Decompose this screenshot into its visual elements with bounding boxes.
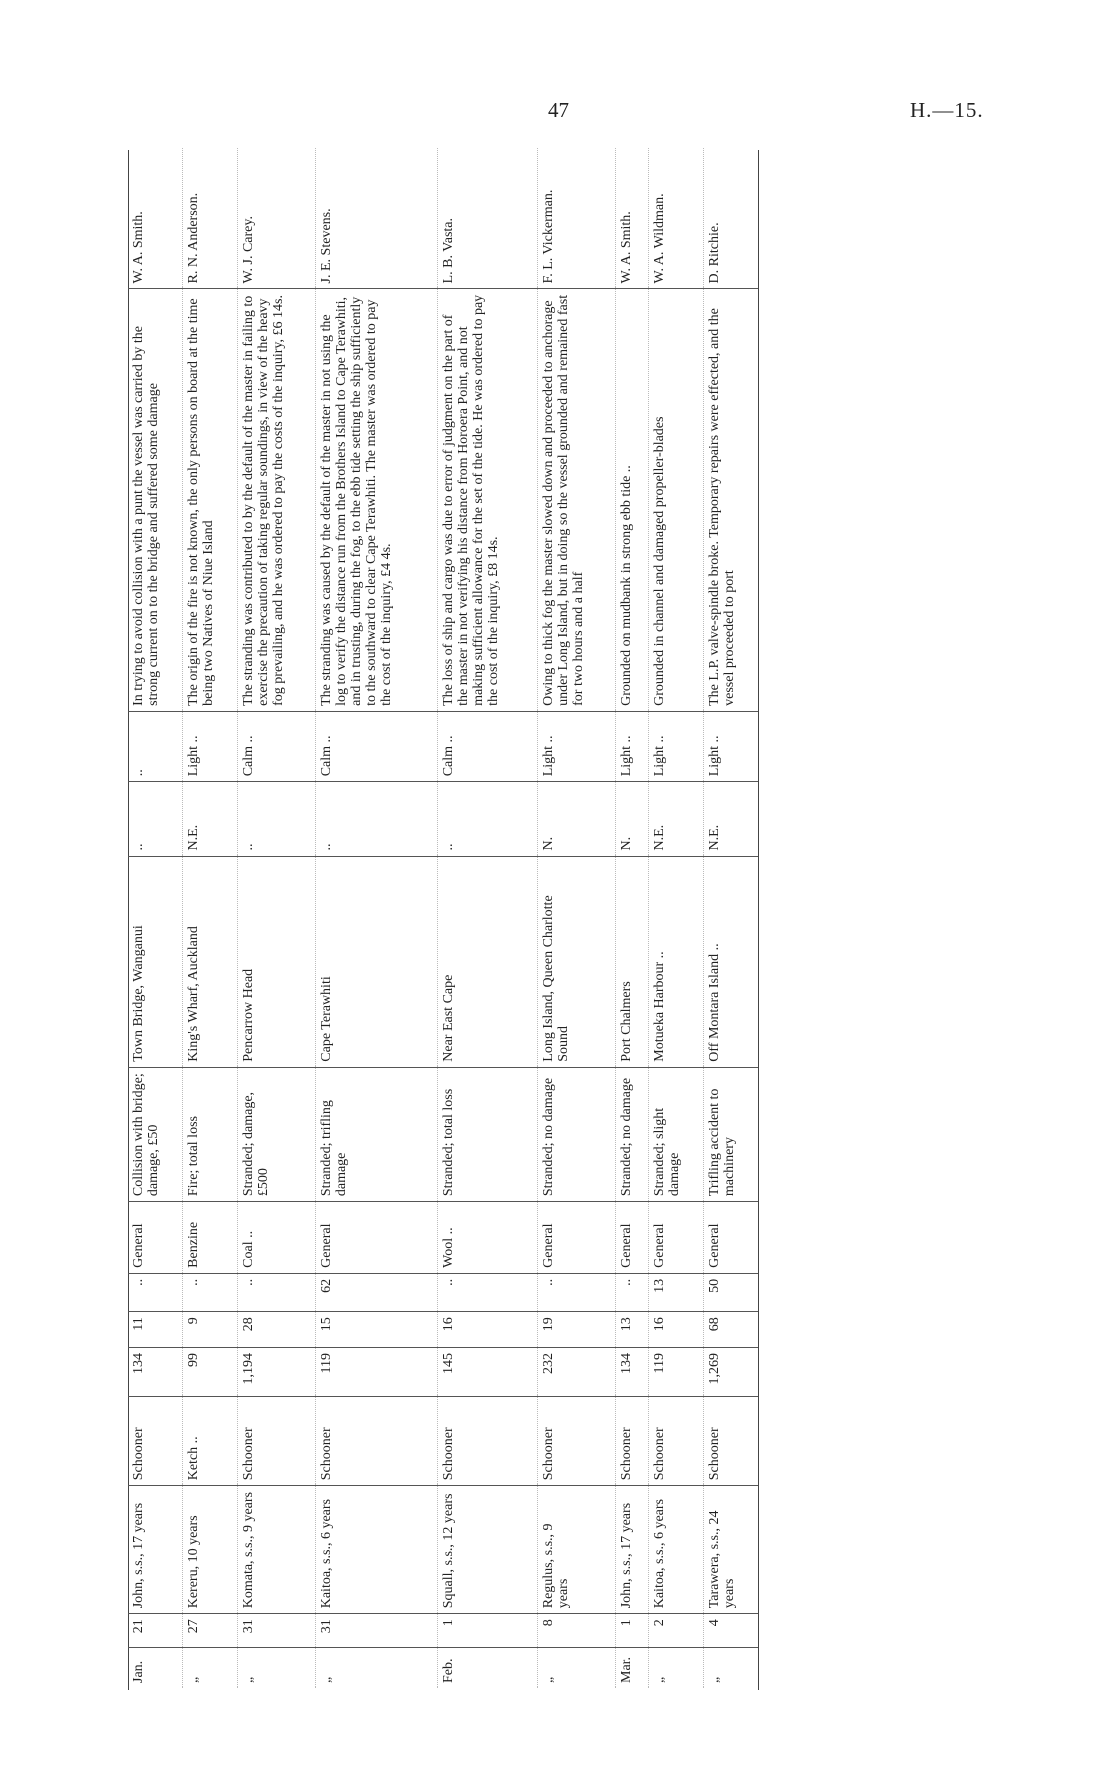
tonnage-cell: 99 <box>182 1348 237 1397</box>
month-cell: „ <box>182 1647 237 1688</box>
wind-cell: N. <box>615 782 648 856</box>
cargo-cell: Coal .. <box>238 1202 316 1274</box>
passengers-cell: .. <box>128 1273 182 1311</box>
crew-cell: 15 <box>315 1312 437 1348</box>
place-cell: Long Island, Queen Charlotte Sound <box>538 856 616 1067</box>
cause-cell: The stranding was caused by the default of the master in not using the log to verify the distance run from the Brothers Island to Cape Terawhiti, and in trusting, during the fog, to the ebb tide setting the ship sufficiently to the southward to clear Cape Terawhiti. The master was ordered to pay the cost of the inquiry, £4 4s. <box>315 289 437 711</box>
rig-cell: Schooner <box>703 1396 758 1486</box>
wind-cell: N. <box>538 782 616 856</box>
place-cell: Town Bridge, Wanganui <box>128 856 182 1067</box>
officer-cell: W. J. Carey. <box>241 216 257 284</box>
month-cell: „ <box>703 1647 758 1688</box>
month-cell: Feb. <box>438 1647 538 1688</box>
force-cell: Calm .. <box>238 711 316 781</box>
officer-cell: J. E. Stevens. <box>318 208 334 284</box>
place-cell: Pencarrow Head <box>238 856 316 1067</box>
vessel-cell: Komata, s.s., 9 years <box>238 1486 316 1614</box>
nature-cell: Stranded; total loss <box>438 1067 538 1201</box>
crew-cell: 11 <box>128 1312 182 1348</box>
cargo-cell: General <box>315 1202 437 1274</box>
force-cell: Light .. <box>538 711 616 781</box>
rig-cell: Schooner <box>128 1396 182 1486</box>
wind-cell: .. <box>315 782 437 856</box>
nature-cell: Collision with bridge; damage, £50 <box>128 1067 182 1201</box>
force-cell: Light .. <box>648 711 703 781</box>
table-row <box>182 148 237 1688</box>
casualty-table-rotated <box>128 148 758 1688</box>
passengers-cell: .. <box>438 1273 538 1311</box>
cargo-cell: General <box>538 1202 616 1274</box>
month-cell: Jan. <box>128 1647 182 1688</box>
table-row <box>615 148 648 1688</box>
force-cell: Light .. <box>703 711 758 781</box>
cargo-cell: Wool .. <box>438 1202 538 1274</box>
month-cell: „ <box>538 1647 616 1688</box>
place-cell: King's Wharf, Auckland <box>182 856 237 1067</box>
page-number: 47 <box>548 98 569 122</box>
crew-cell: 16 <box>438 1312 538 1348</box>
day-cell: 4 <box>703 1614 758 1647</box>
force-cell: Light .. <box>182 711 237 781</box>
vessel-cell: Regulus, s.s., 9 years <box>538 1486 616 1614</box>
month-cell: Mar. <box>615 1647 648 1688</box>
month-cell: „ <box>238 1647 316 1688</box>
crew-cell: 28 <box>238 1312 316 1348</box>
cargo-cell: General <box>703 1202 758 1274</box>
vessel-cell: Kaitoa, s.s., 6 years <box>648 1486 703 1614</box>
table-row <box>315 148 437 1688</box>
cause-cell: The loss of ship and cargo was due to error of judgment on the part of the master in not verifying his distance from Horoera Point, and not making sufficient allowance for the set of the tide. He was ordered to pay the cost of the inquiry, £8 14s. <box>438 289 538 711</box>
passengers-cell: .. <box>538 1273 616 1311</box>
rig-cell: Schooner <box>648 1396 703 1486</box>
passengers-cell: .. <box>182 1273 237 1311</box>
nature-cell: Trifling accident to machinery <box>703 1067 758 1201</box>
vessel-cell: Squall, s.s., 12 years <box>438 1486 538 1614</box>
cargo-cell: Benzine <box>182 1202 237 1274</box>
passengers-cell: 13 <box>648 1273 703 1311</box>
day-cell: 31 <box>238 1614 316 1647</box>
table-row <box>538 148 616 1688</box>
table-row <box>128 148 182 1688</box>
officer-cell: D. Ritchie. <box>706 222 722 284</box>
nature-cell: Stranded; no damage <box>538 1067 616 1201</box>
day-cell: 27 <box>182 1614 237 1647</box>
vessel-cell: Kereru, 10 years <box>182 1486 237 1614</box>
rig-cell: Schooner <box>538 1396 616 1486</box>
crew-cell: 68 <box>703 1312 758 1348</box>
vessel-cell: Kaitoa, s.s., 6 years <box>315 1486 437 1614</box>
cause-cell: The origin of the fire is not known, the only persons on board at the time being two Natives of Niue Island <box>182 289 237 711</box>
day-cell: 21 <box>128 1614 182 1647</box>
vessel-cell: John, s.s., 17 years <box>615 1486 648 1614</box>
crew-cell: 9 <box>182 1312 237 1348</box>
nature-cell: Stranded; trifling damage <box>315 1067 437 1201</box>
cargo-cell: General <box>648 1202 703 1274</box>
tonnage-cell: 145 <box>438 1348 538 1397</box>
day-cell: 1 <box>438 1614 538 1647</box>
place-cell: Port Chalmers <box>615 856 648 1067</box>
day-cell: 1 <box>615 1614 648 1647</box>
officer-cell: L. B. Vasta. <box>441 217 457 284</box>
passengers-cell: .. <box>238 1273 316 1311</box>
force-cell: .. <box>128 711 182 781</box>
vessel-cell: Tarawera, s.s., 24 years <box>703 1486 758 1614</box>
day-cell: 8 <box>538 1614 616 1647</box>
table-row <box>703 148 758 1688</box>
tonnage-cell: 119 <box>315 1348 437 1397</box>
table-row <box>438 148 538 1688</box>
rig-cell: Schooner <box>315 1396 437 1486</box>
wind-cell: N.E. <box>182 782 237 856</box>
day-cell: 2 <box>648 1614 703 1647</box>
officer-cell: W. A. Smith. <box>618 211 634 284</box>
place-cell: Off Montara Island .. <box>703 856 758 1067</box>
table-row <box>238 148 316 1688</box>
wind-cell: N.E. <box>648 782 703 856</box>
tonnage-cell: 134 <box>615 1348 648 1397</box>
nature-cell: Stranded; slight damage <box>648 1067 703 1201</box>
month-cell: „ <box>315 1647 437 1688</box>
force-cell: Light .. <box>615 711 648 781</box>
crew-cell: 19 <box>538 1312 616 1348</box>
cause-cell: The L.P. valve-spindle broke. Temporary repairs were effected, and the vessel proceeded to port <box>703 289 758 711</box>
nature-cell: Stranded; no damage <box>615 1067 648 1201</box>
nature-cell: Fire; total loss <box>182 1067 237 1201</box>
wind-cell: .. <box>438 782 538 856</box>
crew-cell: 13 <box>615 1312 648 1348</box>
passengers-cell: 62 <box>315 1273 437 1311</box>
wind-cell: .. <box>238 782 316 856</box>
tonnage-cell: 1,269 <box>703 1348 758 1397</box>
document-code: H.—15. <box>910 98 984 122</box>
casualty-table <box>128 148 758 1688</box>
force-cell: Calm .. <box>315 711 437 781</box>
vessel-cell: John, s.s., 17 years <box>128 1486 182 1614</box>
passengers-cell: 50 <box>703 1273 758 1311</box>
cause-cell: Grounded on mudbank in strong ebb tide .. <box>615 289 648 711</box>
day-cell: 31 <box>315 1614 437 1647</box>
wind-cell: N.E. <box>703 782 758 856</box>
rig-cell: Schooner <box>615 1396 648 1486</box>
month-cell: „ <box>648 1647 703 1688</box>
rig-cell: Schooner <box>238 1396 316 1486</box>
cargo-cell: General <box>128 1202 182 1274</box>
table-right-rule <box>758 150 759 1690</box>
force-cell: Calm .. <box>438 711 538 781</box>
cause-cell: In trying to avoid collision with a punt the vessel was carried by the strong current on to the bridge and suffered some damage <box>128 289 182 711</box>
place-cell: Motueka Harbour .. <box>648 856 703 1067</box>
rig-cell: Ketch .. <box>182 1396 237 1486</box>
nature-cell: Stranded; damage, £500 <box>238 1067 316 1201</box>
place-cell: Near East Cape <box>438 856 538 1067</box>
place-cell: Cape Terawhiti <box>315 856 437 1067</box>
tonnage-cell: 119 <box>648 1348 703 1397</box>
tonnage-cell: 134 <box>128 1348 182 1397</box>
crew-cell: 16 <box>648 1312 703 1348</box>
tonnage-cell: 232 <box>538 1348 616 1397</box>
tonnage-cell: 1,194 <box>238 1348 316 1397</box>
officer-cell: F. L. Vickerman. <box>541 189 557 284</box>
cause-cell: Owing to thick fog the master slowed down and proceeded to anchorage under Long Island, but in doing so the vessel grounded and remained fast for two hours and a half <box>538 289 616 711</box>
cause-cell: Grounded in channel and damaged propeller-blades <box>648 289 703 711</box>
officer-cell: W. A. Smith. <box>131 211 146 284</box>
cargo-cell: General <box>615 1202 648 1274</box>
officer-cell: R. N. Anderson. <box>185 192 201 284</box>
rig-cell: Schooner <box>438 1396 538 1486</box>
cause-cell: The stranding was contributed to by the default of the master in failing to exercise the precaution of taking regular soundings, in view of the heavy fog prevailing, and he was ordered to pay the costs of the inquiry, £6 14s. <box>238 289 316 711</box>
wind-cell: .. <box>128 782 182 856</box>
officer-cell: W. A. Wildman. <box>651 193 667 284</box>
table-row <box>648 148 703 1688</box>
passengers-cell: .. <box>615 1273 648 1311</box>
